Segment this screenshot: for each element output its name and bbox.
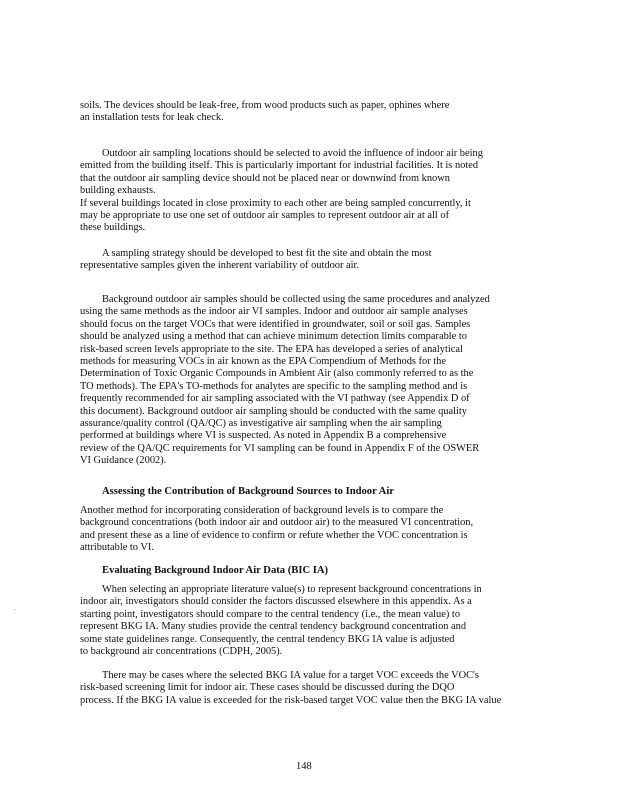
- text-line: methods for measuring VOCs in air known as the EPA Compendium of Methods for the: [80, 355, 446, 367]
- paragraph-background-indoor-selection: [80, 584, 512, 658]
- paragraph-background-outdoor-samples: [80, 294, 512, 467]
- text-line: assurance/quality control (QA/QC) as investigative air sampling when the air sampling: [80, 417, 442, 429]
- text-line: these buildings.: [80, 222, 146, 234]
- text-line: using the same methods as the indoor air VI samples. Indoor and outdoor air sample analyses: [80, 306, 468, 318]
- text-line: background concentrations (both indoor air and outdoor air) to the measured VI concentration,: [80, 517, 474, 529]
- paragraph-assessing-contribution: [80, 505, 512, 555]
- text-line: risk-based screening limit for indoor air. These cases should be discussed during the DQO: [80, 682, 455, 694]
- text-line: should be analyzed using a method that can achieve minimum detection limits comparable to: [80, 331, 467, 343]
- text-line: process. If the BKG IA value is exceeded for the risk-based target VOC value then the BKG IA value: [80, 694, 502, 706]
- paragraph-soils: [80, 100, 512, 125]
- text-line: When selecting an appropriate literature value(s) to represent background concentrations in: [102, 584, 482, 595]
- text-line: There may be cases where the selected BKG IA value for a target VOC exceeds the VOC's: [102, 670, 479, 681]
- text-line: risk-based screen levels appropriate to the site. The EPA has developed a series of analytical: [80, 343, 463, 355]
- page-number: 148: [296, 761, 312, 772]
- text-line: soils. The devices should be leak-free, from wood products such as paper, ophines where: [80, 100, 450, 111]
- text-line: indoor air, investigators should consider the factors discussed elsewhere in this appendix. As a: [80, 596, 472, 608]
- text-line: TO methods). The EPA's TO-methods for analytes are specific to the sampling method and is: [80, 380, 468, 392]
- text-line: this document). Background outdoor air sampling should be conducted with the same quality: [80, 405, 467, 417]
- paragraph-sampling-strategy: [80, 248, 512, 273]
- text-line: VI Guidance (2002).: [80, 455, 167, 467]
- text-line: some state guidelines range. Consequently, the central tendency BKG IA value is adjusted: [80, 633, 455, 645]
- section-heading: Evaluating Background Indoor Air Data (BIC IA): [102, 565, 329, 576]
- text-line: Another method for incorporating consideration of background levels is to compare the: [80, 505, 444, 516]
- paragraph-bkg-exceeds-screening: [80, 670, 512, 707]
- text-line: and present these as a line of evidence to confirm or refute whether the VOC concentration is: [80, 529, 468, 541]
- text-line: performed at buildings where VI is suspected. As noted in Appendix B a comprehensive: [80, 430, 447, 442]
- text-line: review of the QA/QC requirements for VI sampling can be found in Appendix F of the OSWER: [80, 442, 480, 454]
- text-line: Outdoor air sampling locations should be selected to avoid the influence of indoor air being: [102, 148, 483, 159]
- text-line: may be appropriate to use one set of outdoor air samples to represent outdoor air at all of: [80, 209, 450, 221]
- text-line: building exhausts.: [80, 185, 156, 197]
- text-line: If several buildings located in close proximity to each other are being sampled concurrently, it: [80, 197, 471, 209]
- text-line: emitted from the building itself. This is particularly important for industrial facilities. It is noted: [80, 160, 479, 172]
- text-line: represent BKG IA. Many studies provide the central tendency background concentration and: [80, 621, 467, 633]
- text-line: Determination of Toxic Organic Compounds in Ambient Air (also commonly referred to as the: [80, 368, 474, 380]
- text-line: A sampling strategy should be developed to best fit the site and obtain the most: [102, 248, 432, 259]
- text-line: attributable to VI.: [80, 542, 154, 554]
- text-line: Background outdoor air samples should be collected using the same procedures and analyzed: [102, 294, 490, 305]
- paragraph-outdoor-sampling-locations: [80, 148, 512, 235]
- text-line: an installation tests for leak check.: [80, 112, 224, 124]
- section-heading: Assessing the Contribution of Background Sources to Indoor Air: [102, 486, 394, 497]
- text-line: representative samples given the inherent variability of outdoor air.: [80, 260, 360, 272]
- margin-mark: .: [14, 603, 16, 612]
- text-line: to background air concentrations (CDPH, 2005).: [80, 645, 283, 657]
- text-line: should focus on the target VOCs that were identified in groundwater, soil or soil gas. Samples: [80, 318, 471, 330]
- text-line: frequently recommended for air sampling associated with the VI pathway (see Appendix D of: [80, 393, 470, 405]
- text-line: that the outdoor air sampling device should not be placed near or downwind from known: [80, 172, 450, 184]
- text-line: starting point, investigators should compare to the central tendency (i.e., the mean value) to: [80, 608, 461, 620]
